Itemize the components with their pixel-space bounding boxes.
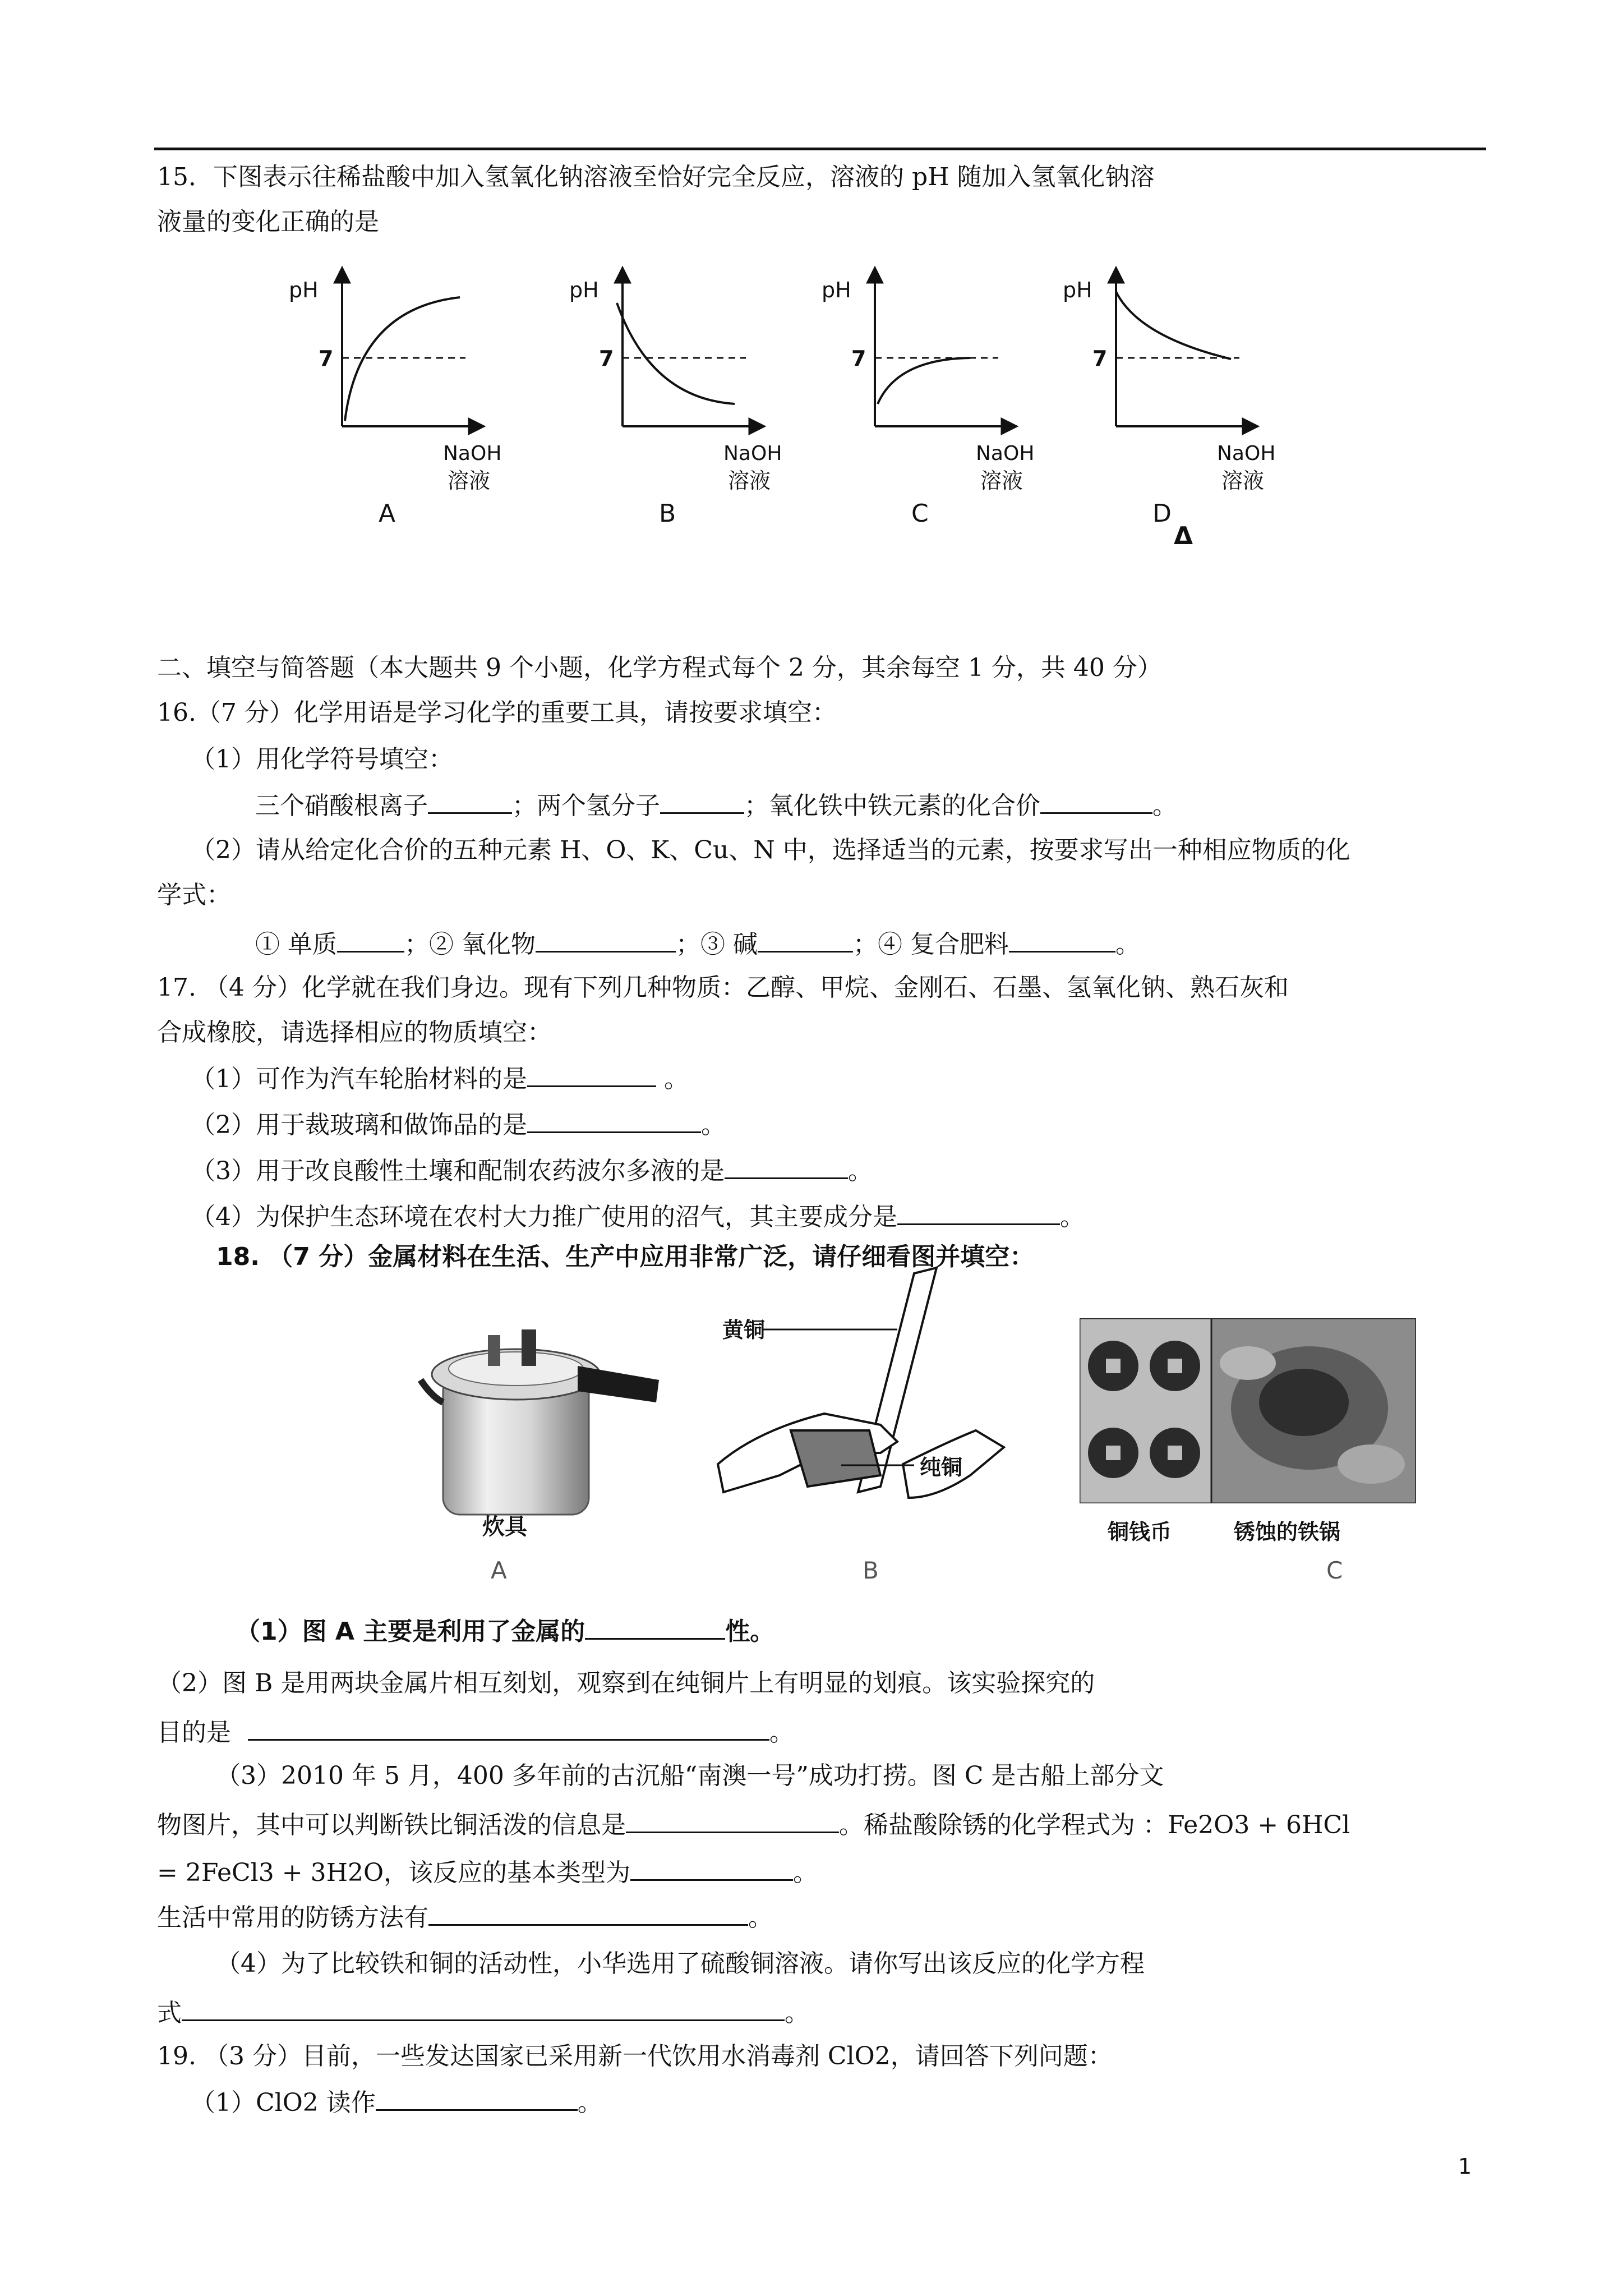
chart-C-caption: C <box>911 499 929 528</box>
chart-A-curve <box>345 297 460 421</box>
chart-C-curve <box>878 358 970 404</box>
q18-part4-line2 <box>157 1997 809 2028</box>
chart-A-tick-7: 7 <box>319 346 334 371</box>
q17-intro: 17. （4 分）化学就在我们身边。现有下列几种物质：乙醇、甲烷、金刚石、石墨、氢氧化钠、熟石灰和 <box>157 973 1289 1002</box>
q18-part3-equation-start: 。稀盐酸除锈的化学程式为 ：Fe2O3 + 6HCl <box>839 1811 1350 1839</box>
chart-D-ylabel: pH <box>1063 278 1092 302</box>
chart-D-caption: D <box>1152 499 1172 528</box>
q17-item-3-text: （3）用于改良酸性土壤和配制农药波尔多液的是 <box>191 1157 725 1185</box>
coin-bottom-right <box>1150 1428 1200 1478</box>
chart-B <box>569 269 782 528</box>
figure-b-copper-label: 纯铜 <box>920 1455 963 1480</box>
chart-D-xlabel-2: 溶液 <box>1221 468 1265 493</box>
q17-item-1-text: （1）可作为汽车轮胎材料的是 <box>191 1065 527 1093</box>
q18-part3-rust-label: 生活中常用的防锈方法有 <box>157 1903 428 1932</box>
copper-plate <box>791 1430 880 1487</box>
q17-item-2-end: 。 <box>701 1111 726 1139</box>
q16-oxide-label: ；② 氧化物 <box>404 930 536 959</box>
figure-c-coins-label: 铜钱币 <box>1108 1520 1172 1544</box>
chart-A-caption: A <box>379 499 396 528</box>
chart-B-xlabel-2: 溶液 <box>728 468 771 493</box>
q18-part3-line2 <box>157 1809 1350 1841</box>
chart-C-xlabel-2: 溶液 <box>980 468 1023 493</box>
q16-valence-label: ；氧化铁中铁元素的化合价 <box>744 792 1040 820</box>
figure-a-cooker <box>409 1313 667 1559</box>
figure-a-caption: A <box>491 1557 507 1584</box>
coin-top-right <box>1150 1341 1200 1391</box>
q17-item-1 <box>191 1063 689 1094</box>
q17-item-3-end: 。 <box>848 1157 873 1185</box>
figure-b-scratch <box>712 1262 1049 1526</box>
q18-part3-evidence-label: 物图片，其中可以判断铁比铜活泼的信息是 <box>157 1811 626 1839</box>
q15-line2: 液量的变化正确的是 <box>157 208 379 236</box>
figure-c-photos <box>1080 1318 1416 1503</box>
ph-charts-figure <box>269 258 1391 550</box>
q16-base-blank[interactable] <box>758 928 853 953</box>
chart-A <box>289 269 501 528</box>
q16-intro: 16.（7 分）化学用语是学习化学的重要工具，请按要求填空： <box>157 698 837 727</box>
q18-intro: 18. （7 分）金属材料在生活、生产中应用非常广泛，请仔细看图并填空： <box>216 1243 1035 1271</box>
q17-item-2 <box>191 1109 726 1140</box>
stray-mark: Δ <box>1173 522 1193 550</box>
figure-b-caption: B <box>863 1557 879 1584</box>
figure-a-label: 炊具 <box>482 1514 527 1540</box>
q19-part1 <box>191 2087 602 2118</box>
page-number: 1 <box>1458 2154 1472 2179</box>
q19-part1-blank[interactable] <box>376 2087 578 2111</box>
q16-part1-end: 。 <box>1152 792 1177 820</box>
q18-part2-label: 目的是 <box>157 1718 231 1747</box>
q16-part1-line <box>255 790 1177 821</box>
coin-top-left <box>1088 1341 1138 1391</box>
q18-part3-evidence-blank[interactable] <box>626 1809 839 1833</box>
q16-part2-end: 。 <box>1115 930 1140 959</box>
pot-lid-top <box>449 1352 583 1386</box>
chart-B-xlabel-1: NaOH <box>723 442 782 465</box>
chart-C-tick-7: 7 <box>851 346 866 371</box>
figure-c-caption: C <box>1326 1557 1343 1584</box>
chart-D <box>1063 269 1275 528</box>
chart-A-xlabel-1: NaOH <box>443 442 502 465</box>
q19-intro: 19. （3 分）目前，一些发达国家已采用新一代饮用水消毒剂 ClO2，请回答下列问题： <box>157 2042 1113 2070</box>
q16-valence-blank[interactable] <box>1040 790 1152 814</box>
figure-c-pot-label: 锈蚀的铁锅 <box>1234 1520 1341 1544</box>
q17-item-3 <box>191 1155 873 1186</box>
chart-D-curve <box>1116 292 1231 359</box>
chart-C-ylabel: pH <box>822 278 851 302</box>
q18-part3-line3 <box>157 1857 818 1888</box>
q16-oxide-blank[interactable] <box>536 928 676 953</box>
pot-valve-1 <box>488 1335 500 1366</box>
q16-part2-cont: 学式： <box>157 881 231 909</box>
q16-fertilizer-label: ；④ 复合肥料 <box>853 930 1009 959</box>
q18-part3-line4 <box>157 1902 773 1933</box>
q15-line1: 15．下图表示往稀盐酸中加入氢氧化钠溶液至恰好完全反应，溶液的 pH 随加入氢氧化钠溶 <box>157 163 1155 191</box>
q17-item-4 <box>191 1201 1085 1232</box>
chart-D-xlabel-1: NaOH <box>1217 442 1276 465</box>
q16-base-label: ；③ 碱 <box>676 930 758 959</box>
q16-hydrogen-label: ；两个氢分子 <box>512 792 660 820</box>
q17-item-4-end: 。 <box>1060 1203 1085 1231</box>
rust-highlight-1 <box>1220 1346 1276 1380</box>
q17-item-3-blank[interactable] <box>725 1155 848 1179</box>
q18-part4-blank[interactable] <box>182 1997 785 2021</box>
q16-part2-items <box>255 928 1140 960</box>
top-rule <box>154 148 1486 150</box>
q18-part3-rust-blank[interactable] <box>428 1902 748 1926</box>
chart-B-curve <box>617 303 735 404</box>
chart-B-tick-7: 7 <box>599 346 614 371</box>
q17-item-4-text: （4）为保护生态环境在农村大力推广使用的沼气，其主要成分是 <box>191 1203 897 1231</box>
q18-part1-text: （1）图 A 主要是利用了金属的 <box>236 1617 585 1646</box>
q16-nitrate-blank[interactable] <box>428 790 512 814</box>
q16-element-blank[interactable] <box>337 928 404 953</box>
q18-part2-end: 。 <box>769 1718 794 1747</box>
q19-part1-label: （1）ClO2 读作 <box>191 2088 376 2117</box>
q17-item-1-blank[interactable] <box>527 1063 656 1087</box>
q16-fertilizer-blank[interactable] <box>1009 928 1115 953</box>
q18-part2-line1: （2）图 B 是用两块金属片相互刻划，观察到在纯铜片上有明显的划痕。该实验探究的 <box>157 1669 1095 1697</box>
chart-A-xlabel-2: 溶液 <box>448 468 491 493</box>
q18-part3-type-blank[interactable] <box>630 1857 793 1881</box>
coin-bottom-left <box>1088 1428 1138 1478</box>
chart-A-ylabel: pH <box>289 278 319 302</box>
q18-part3-line1: （3）2010 年 5 月，400 多年前的古沉船“南澳一号”成功打捞。图 C 是古船上部分文 <box>216 1761 1164 1790</box>
pot-valve-2 <box>522 1329 536 1366</box>
chart-B-caption: B <box>659 499 676 528</box>
chart-B-ylabel: pH <box>569 278 599 302</box>
q17-item-2-blank[interactable] <box>527 1109 701 1133</box>
q17-item-2-text: （2）用于裁玻璃和做饰品的是 <box>191 1111 527 1139</box>
q18-part1-blank[interactable] <box>585 1616 725 1640</box>
figure-b-brass-label: 黄铜 <box>722 1318 766 1342</box>
q18-part3-type-label: = 2FeCl3 + 3H2O，该反应的基本类型为 <box>157 1858 631 1887</box>
pot-handle <box>578 1366 659 1402</box>
q18-part1 <box>236 1616 774 1647</box>
q17-item-1-end: 。 <box>656 1065 689 1093</box>
q18-part2-line2 <box>157 1717 794 1748</box>
q17-item-4-blank[interactable] <box>897 1201 1060 1225</box>
chart-D-tick-7: 7 <box>1092 346 1108 371</box>
rust-patch-inner <box>1259 1369 1349 1436</box>
q16-part2: （2）请从给定化合价的五种元素 H、O、K、Cu、N 中，选择适当的元素，按要求写出一种相应物质的化 <box>191 836 1350 864</box>
q18-part3-type-end: 。 <box>793 1858 818 1887</box>
q18-part2-blank[interactable] <box>248 1717 769 1741</box>
q17-intro-cont: 合成橡胶，请选择相应的物质填空： <box>157 1018 552 1047</box>
section2-heading: 二、填空与简答题（本大题共 9 个小题，化学方程式每个 2 分，其余每空 1 分，共 40 分） <box>157 654 1162 682</box>
q18-part4-end: 。 <box>785 1999 809 2027</box>
q18-part4-label: 式 <box>157 1999 182 2027</box>
q18-part4-line1: （4）为了比较铁和铜的活动性，小华选用了硫酸铜溶液。请你写出该反应的化学方程 <box>216 1949 1145 1978</box>
q18-part3-rust-end: 。 <box>748 1903 773 1932</box>
q16-nitrate-label: 三个硝酸根离子 <box>255 792 428 820</box>
q19-part1-end: 。 <box>577 2088 602 2117</box>
chart-C-xlabel-1: NaOH <box>976 442 1035 465</box>
rust-highlight-2 <box>1338 1444 1405 1484</box>
q18-part1-end: 性。 <box>725 1617 775 1646</box>
q16-element-label: ① 单质 <box>255 930 337 959</box>
q16-hydrogen-blank[interactable] <box>660 790 744 814</box>
q16-part1: （1）用化学符号填空： <box>191 745 453 774</box>
chart-C <box>822 269 1034 528</box>
